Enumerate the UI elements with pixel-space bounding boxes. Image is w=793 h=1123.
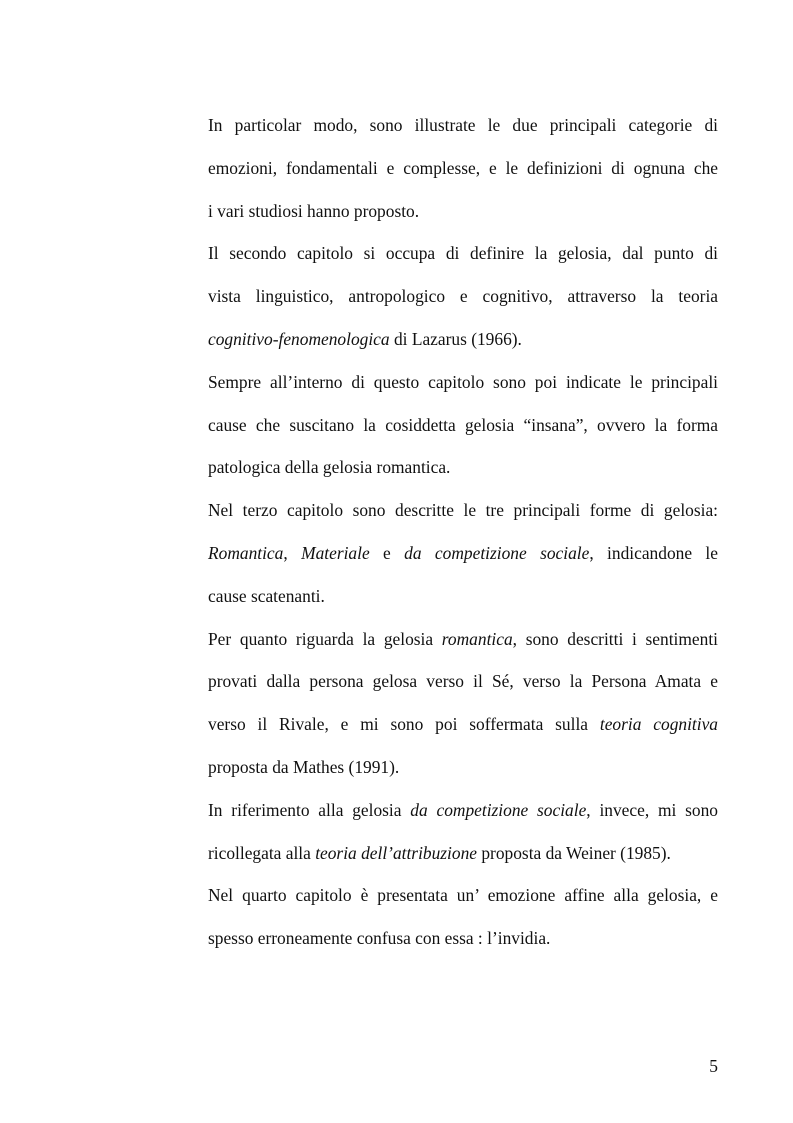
text-span: cause che suscitano la cosiddetta gelosia “insana”, ovvero la forma <box>208 414 718 435</box>
text-line <box>208 917 718 960</box>
text-span: In particolar modo, sono illustrate le due principali categorie di <box>208 115 718 135</box>
italic-term: cognitivo-fenomenologica <box>208 328 390 349</box>
text-span: Sempre all’interno di questo capitolo sono poi indicate le principali <box>208 371 718 392</box>
text-span: ricollegata alla <box>208 842 316 863</box>
body-text <box>208 104 718 960</box>
text-line <box>208 618 718 661</box>
italic-term: Romantica <box>208 542 284 563</box>
text-span: Per quanto riguarda la gelosia <box>208 628 442 649</box>
text-span: e <box>369 542 405 563</box>
text-line <box>208 318 718 361</box>
italic-term: Materiale <box>301 542 370 563</box>
text-line <box>208 404 718 447</box>
text-line <box>208 660 718 703</box>
text-span: patologica della gelosia romantica. <box>208 457 451 478</box>
italic-term: da competizione sociale <box>404 542 590 563</box>
text-span: Il secondo capitolo si occupa di definire la gelosia, dal punto di <box>208 243 718 264</box>
text-span: proposta da Weiner (1985). <box>477 842 671 863</box>
text-span: provati dalla persona gelosa verso il Sé, verso la Persona Amata e <box>208 671 718 692</box>
text-span: verso il Rivale, e mi sono poi soffermata sulla <box>208 714 600 735</box>
text-span: , invece, mi sono <box>586 799 718 820</box>
text-span: , <box>283 542 302 563</box>
italic-term: teoria dell’attribuzione <box>315 842 478 863</box>
text-line <box>208 489 718 532</box>
text-line <box>208 575 718 618</box>
italic-term: da competizione sociale <box>410 799 587 820</box>
text-line <box>208 104 718 147</box>
text-span: , sono descritti i sentimenti <box>512 628 718 649</box>
text-span: Nel terzo capitolo sono descritte le tre principali forme di gelosia: <box>208 500 718 521</box>
text-span: i vari studiosi hanno proposto. <box>208 200 420 221</box>
text-line <box>208 190 718 233</box>
text-span: vista linguistico, antropologico e cognitivo, attraverso la teoria <box>208 286 718 307</box>
text-line <box>208 746 718 789</box>
text-span: Nel quarto capitolo è presentata un’ emozione affine alla gelosia, e <box>208 885 718 906</box>
text-span: spesso erroneamente confusa con essa : l’invidia. <box>208 928 551 949</box>
text-line <box>208 232 718 275</box>
text-span: proposta da Mathes (1991). <box>208 756 400 777</box>
text-line <box>208 147 718 190</box>
italic-term: teoria cognitiva <box>599 714 718 735</box>
text-span: , indicandone le <box>589 542 718 563</box>
text-line <box>208 361 718 404</box>
page-number: 5 <box>709 1056 718 1076</box>
text-span: emozioni, fondamentali e complesse, e le definizioni di ognuna che <box>208 157 718 178</box>
text-line <box>208 532 718 575</box>
text-span: In riferimento alla gelosia <box>208 799 411 820</box>
text-line <box>208 703 718 746</box>
text-line <box>208 789 718 832</box>
text-line <box>208 275 718 318</box>
text-line <box>208 874 718 917</box>
italic-term: romantica <box>441 628 513 649</box>
text-line <box>208 446 718 489</box>
text-span: cause scatenanti. <box>208 585 325 606</box>
text-line <box>208 832 718 875</box>
text-span: di Lazarus (1966). <box>389 328 522 349</box>
